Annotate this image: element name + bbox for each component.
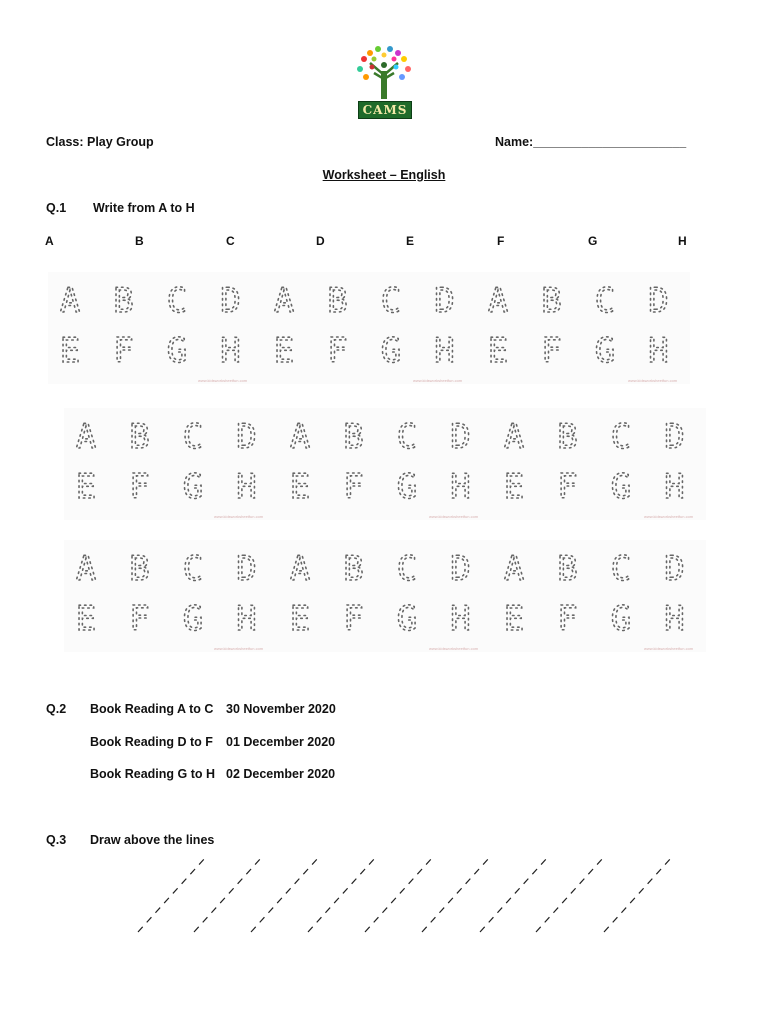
dashed-line (604, 858, 671, 932)
dotted-letter: B (557, 417, 578, 457)
watermark: www.kidsworksheetfun.com (644, 514, 694, 519)
q1-instruction: Write from A to H (93, 201, 195, 215)
dotted-letter: A (59, 281, 81, 321)
q3-instruction: Draw above the lines (90, 833, 215, 847)
dotted-letter: G (182, 599, 204, 639)
dotted-letter: H (434, 331, 455, 371)
q2-item-label: Book Reading D to F (90, 735, 213, 749)
dotted-letter: F (343, 467, 364, 507)
dotted-letter: H (648, 331, 669, 371)
dotted-letter: H (450, 599, 471, 639)
watermark: www.kidsworksheetfun.com (198, 378, 248, 383)
dotted-letter: E (289, 599, 311, 639)
dotted-letter: F (129, 599, 150, 639)
letter-header-row (0, 234, 768, 250)
dotted-letter: F (557, 467, 578, 507)
dotted-letter: E (75, 467, 97, 507)
letter-f: F (497, 234, 505, 248)
dotted-letter: G (594, 331, 616, 371)
dotted-letter: E (289, 467, 311, 507)
dotted-letter: D (450, 417, 471, 457)
dotted-letter: A (487, 281, 509, 321)
q2-item-date: 02 December 2020 (226, 767, 336, 781)
page-title: Worksheet – English (322, 168, 446, 182)
dotted-letters (64, 408, 706, 520)
dotted-letter: E (59, 331, 81, 371)
watermark: www.kidsworksheetfun.com (214, 514, 264, 519)
dotted-letter: D (450, 549, 471, 589)
tracing-block[interactable] (64, 408, 706, 520)
dotted-letter: E (503, 599, 525, 639)
letter-h: H (678, 234, 687, 248)
dotted-letter: D (664, 417, 685, 457)
dotted-letter: F (343, 599, 364, 639)
dashed-tracing-lines[interactable] (120, 850, 700, 940)
class-label: Class: Play Group (46, 135, 154, 149)
q2-item-date: 01 December 2020 (226, 735, 336, 749)
dotted-letter: B (557, 549, 578, 589)
dotted-letter: G (182, 467, 204, 507)
q2-item-label: Book Reading G to H (90, 767, 215, 781)
dotted-letter: A (289, 417, 311, 457)
dashed-line (422, 858, 489, 932)
dotted-letter: C (610, 549, 632, 589)
dotted-letter: B (129, 417, 150, 457)
dotted-letter: F (557, 599, 578, 639)
watermark: www.kidsworksheetfun.com (644, 646, 694, 651)
dotted-letter: A (75, 549, 97, 589)
dotted-letter: E (487, 331, 509, 371)
dotted-letter: D (648, 281, 669, 321)
letter-d: D (316, 234, 325, 248)
dotted-letter: A (273, 281, 295, 321)
dotted-letter: F (129, 467, 150, 507)
dashed-line (365, 858, 432, 932)
dotted-letter: H (664, 599, 685, 639)
dashed-line (251, 858, 318, 932)
dotted-letter: C (380, 281, 402, 321)
dotted-letter: C (396, 417, 418, 457)
dotted-letter: C (396, 549, 418, 589)
dotted-letter: B (343, 417, 364, 457)
dotted-letter: G (610, 599, 632, 639)
letter-e: E (406, 234, 415, 248)
dashed-line (194, 858, 261, 932)
tree-icon (352, 45, 416, 101)
dotted-letters (64, 540, 706, 652)
dotted-letter: D (236, 417, 257, 457)
dashed-line (308, 858, 375, 932)
dotted-letter: B (129, 549, 150, 589)
dotted-letter: H (450, 467, 471, 507)
dotted-letter: A (503, 549, 525, 589)
q3-number: Q.3 (46, 833, 67, 847)
dotted-letter: A (503, 417, 525, 457)
dotted-letter: G (380, 331, 402, 371)
dotted-letter: H (220, 331, 241, 371)
watermark: www.kidsworksheetfun.com (429, 514, 479, 519)
q2-item-label: Book Reading A to C (90, 702, 214, 716)
watermark: www.kidsworksheetfun.com (413, 378, 463, 383)
dotted-letter: B (327, 281, 348, 321)
letter-c: C (226, 234, 235, 248)
tracing-block[interactable] (64, 540, 706, 652)
dotted-letter: H (236, 467, 257, 507)
dashed-line (138, 858, 205, 932)
dotted-letter: A (289, 549, 311, 589)
watermark: www.kidsworksheetfun.com (628, 378, 678, 383)
dashed-line (536, 858, 603, 932)
dotted-letter: C (166, 281, 188, 321)
watermark: www.kidsworksheetfun.com (214, 646, 264, 651)
dotted-letter: H (664, 467, 685, 507)
dotted-letter: G (166, 331, 188, 371)
letter-b: B (135, 234, 144, 248)
q2-item-date: 30 November 2020 (226, 702, 336, 716)
q2-number: Q.2 (46, 702, 67, 716)
letter-g: G (588, 234, 598, 248)
name-field[interactable]: Name:______________________ (495, 135, 687, 149)
dotted-letter: D (220, 281, 241, 321)
dotted-letter: B (113, 281, 134, 321)
dotted-letter: C (182, 549, 204, 589)
dotted-letter: F (113, 331, 134, 371)
dotted-letter: E (503, 467, 525, 507)
dotted-letter: G (396, 467, 418, 507)
logo-text: CAMS (358, 101, 412, 119)
dotted-letter: D (434, 281, 455, 321)
dotted-letter: D (664, 549, 685, 589)
dotted-letter: G (396, 599, 418, 639)
watermark: www.kidsworksheetfun.com (429, 646, 479, 651)
dotted-letter: H (236, 599, 257, 639)
dashed-line (480, 858, 547, 932)
dotted-letter: E (75, 599, 97, 639)
dotted-letters (48, 272, 690, 384)
q1-number: Q.1 (46, 201, 67, 215)
dotted-letter: B (541, 281, 562, 321)
dotted-letter: F (327, 331, 348, 371)
letter-a: A (45, 234, 54, 248)
dotted-letter: C (610, 417, 632, 457)
tracing-block[interactable] (48, 272, 690, 384)
dotted-letter: A (75, 417, 97, 457)
dotted-letter: G (610, 467, 632, 507)
dotted-letter: C (594, 281, 616, 321)
dotted-letter: C (182, 417, 204, 457)
dotted-letter: F (541, 331, 562, 371)
dotted-letter: B (343, 549, 364, 589)
school-logo (352, 45, 416, 119)
dotted-letter: D (236, 549, 257, 589)
dotted-letter: E (273, 331, 295, 371)
